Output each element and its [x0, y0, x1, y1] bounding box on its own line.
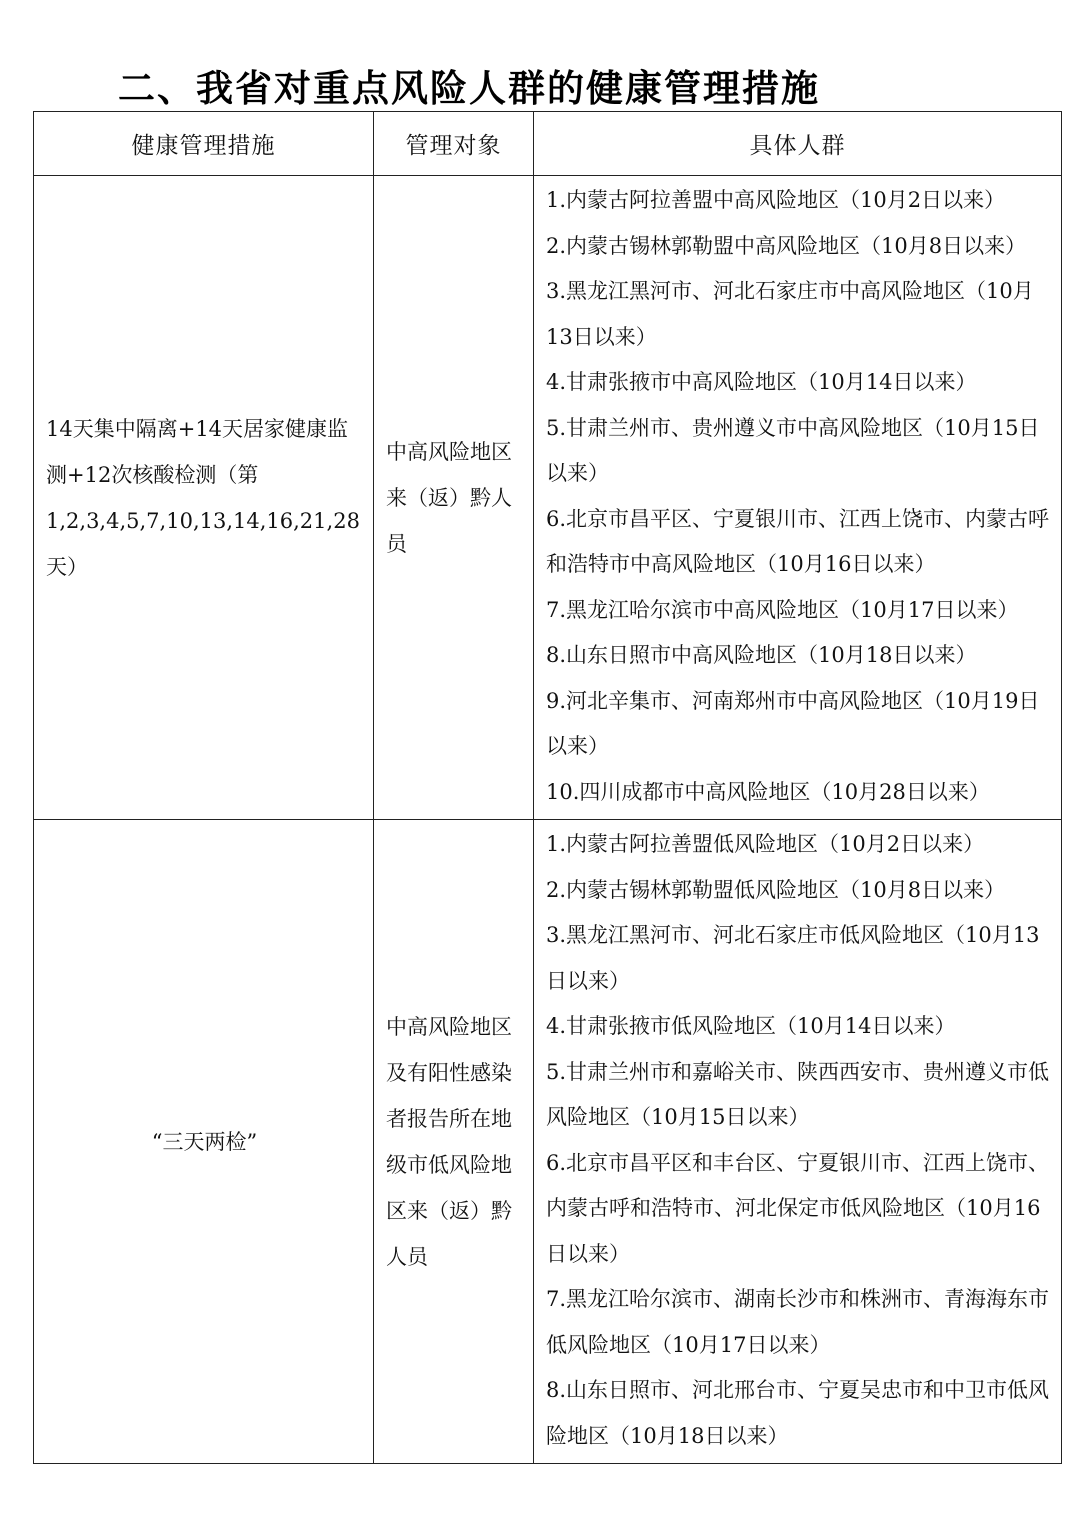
list-item: 7.黑龙江哈尔滨市、湖南长沙市和株洲市、青海海东市低风险地区（10月17日以来）: [546, 1287, 1050, 1357]
list-item: 3.黑龙江黑河市、河北石家庄市中高风险地区（10月13日以来）: [546, 279, 1034, 349]
list-item: 4.甘肃张掖市低风险地区（10月14日以来）: [546, 1014, 956, 1038]
health-measures-table: [33, 111, 1062, 1464]
header-groups: 具体人群: [534, 112, 1062, 176]
table-row: [34, 176, 1062, 820]
header-target: 管理对象: [374, 112, 534, 176]
measure-cell: “三天两检”: [34, 820, 374, 1464]
groups-cell: [534, 176, 1062, 820]
list-item: 7.黑龙江哈尔滨市中高风险地区（10月17日以来）: [546, 597, 1019, 622]
target-cell: 中高风险地区及有阳性感染者报告所在地级市低风险地区来（返）黔人员: [374, 820, 534, 1464]
list-item: 6.北京市昌平区和丰台区、宁夏银川市、江西上饶市、内蒙古呼和浩特市、河北保定市低风险地区（10月16日以来）: [546, 1150, 1050, 1266]
target-cell: 中高风险地区来（返）黔人员: [374, 176, 534, 820]
list-item: 1.内蒙古阿拉善盟低风险地区（10月2日以来）: [546, 832, 985, 856]
list-item: 8.山东日照市中高风险地区（10月18日以来）: [546, 643, 977, 667]
list-item: 1.内蒙古阿拉善盟中高风险地区（10月2日以来）: [546, 188, 1006, 212]
page-title: 二、我省对重点风险人群的健康管理措施: [118, 67, 820, 110]
list-item: 3.黑龙江黑河市、河北石家庄市低风险地区（10月13日以来）: [546, 923, 1040, 993]
measure-cell: 14天集中隔离+14天居家健康监测+12次核酸检测（第1,2,3,4,5,7,10,13,14,16,21,28天）: [34, 176, 374, 820]
list-item: 2.内蒙古锡林郭勒盟中高风险地区（10月8日以来）: [546, 233, 1027, 258]
table-row: [34, 820, 1062, 1464]
list-item: 6.北京市昌平区、宁夏银川市、江西上饶市、内蒙古呼和浩特市中高风险地区（10月16日以来）: [546, 506, 1050, 576]
header-measure: 健康管理措施: [34, 112, 374, 176]
list-item: 5.甘肃兰州市、贵州遵义市中高风险地区（10月15日以来）: [546, 415, 1040, 485]
list-item: 10.四川成都市中高风险地区（10月28日以来）: [546, 779, 990, 804]
groups-cell: [534, 820, 1062, 1464]
list-item: 8.山东日照市、河北邢台市、宁夏吴忠市和中卫市低风险地区（10月18日以来）: [546, 1378, 1050, 1448]
list-item: 5.甘肃兰州市和嘉峪关市、陕西西安市、贵州遵义市低风险地区（10月15日以来）: [546, 1059, 1050, 1129]
list-item: 4.甘肃张掖市中高风险地区（10月14日以来）: [546, 370, 977, 394]
list-item: 9.河北辛集市、河南郑州市中高风险地区（10月19日以来）: [546, 688, 1040, 758]
table-header-row: [34, 112, 1062, 176]
list-item: 2.内蒙古锡林郭勒盟低风险地区（10月8日以来）: [546, 877, 1006, 902]
